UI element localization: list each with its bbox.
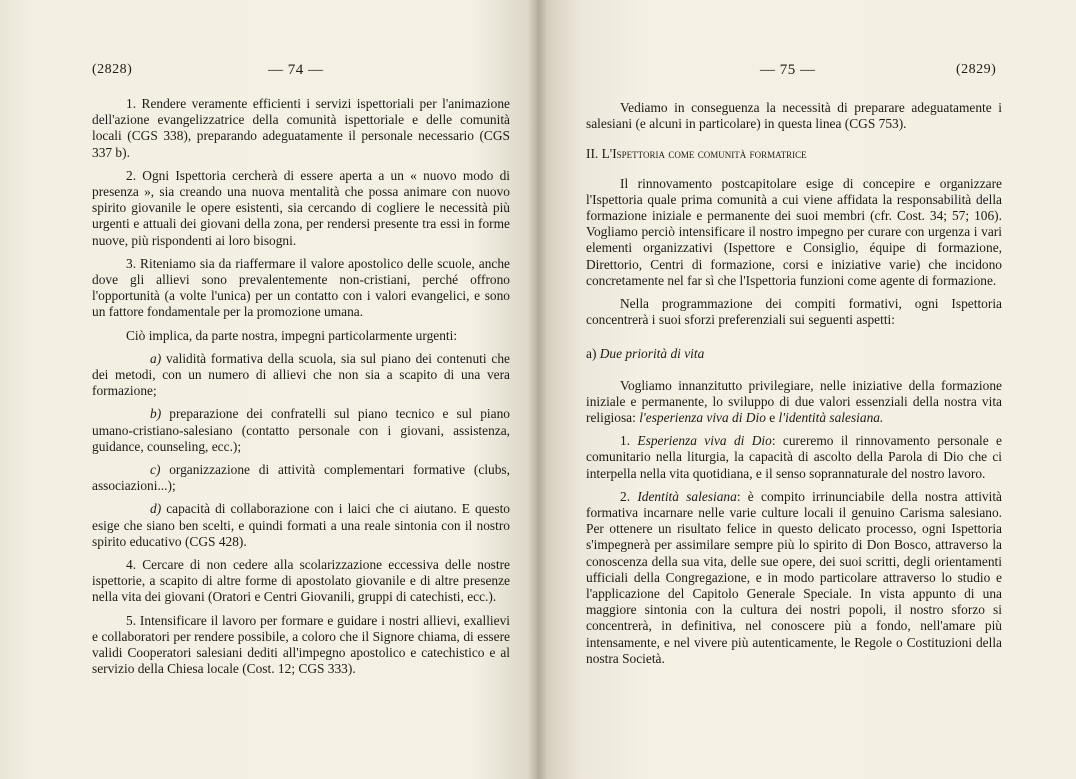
list-item bbox=[92, 501, 510, 550]
paragraph-text: : cureremo il rinnovamento personale e comunitario nella liturgia, la capacità di ascolto della Parola di Dio che ci interpella nella vita quotidiana, e il senso soprannaturale del nostro lavoro. bbox=[586, 433, 1002, 481]
left-page-body bbox=[92, 96, 510, 685]
list-letter: d) bbox=[150, 501, 162, 517]
paragraph: Il rinnovamento postcapitolare esige di concepire e organizzare l'Ispettoria quale prima comunità a cui viene affidata la responsabilità della formazione iniziale e permanente dei suoi membri (cfr. Cost. 34; 57; 106). Vogliamo perciò intensificare il nostro impegno per curare con urgenza i vari elementi organizzativi (Ispettore e Consiglio, équipe di formazione, Direttorio, Centri di formazione, corsi e iniziative varie) che incidono concretamente nel far sì che l'Ispettoria funzioni come agente di formazione. bbox=[586, 175, 1002, 288]
list-item bbox=[92, 462, 510, 494]
item-number: 2. bbox=[620, 488, 638, 504]
left-page-number: — 74 — bbox=[268, 62, 324, 78]
emphasis: Esperienza viva di Dio bbox=[637, 433, 772, 449]
subsection-heading bbox=[586, 346, 1002, 362]
emphasis: l'identità salesiana. bbox=[778, 410, 884, 426]
paragraph: 3. Riteniamo sia da riaffermare il valore apostolico delle scuole, anche dove gli allievi sono prevalentemente non-cristiani, perché offrono l'opportunità (a volte l'unica) per un contatto con i valori evangelici, e sono un fattore fondamentale per la promozione umana. bbox=[92, 255, 510, 320]
right-page-body bbox=[586, 100, 1002, 674]
paragraph: 2. Ogni Ispettoria cercherà di essere aperta a un « nuovo modo di presenza », sia creando una nuova mentalità che possa animare con nuovo spirito giovanile le opere esistenti, sia cercando di cogliere le necessità più urgenti e attuali dei giovani della zona, per rendersi presente tra essi in forme nuove, più rispondenti ai loro bisogni. bbox=[92, 167, 510, 248]
section-title: L'Ispettoria come comunità formatrice bbox=[601, 146, 807, 162]
list-letter: a) bbox=[150, 350, 162, 366]
paragraph bbox=[586, 489, 1002, 667]
list-text: validità formativa della scuola, sia sul piano dei contenuti che dei metodi, con un numero di allievi che non sia a scapito di una vera formazione; bbox=[92, 350, 510, 399]
list-item bbox=[92, 351, 510, 400]
paragraph: Ciò implica, da parte nostra, impegni particolarmente urgenti: bbox=[126, 327, 458, 343]
section-number: II. bbox=[586, 146, 602, 162]
emphasis: Identità salesiana bbox=[637, 488, 737, 504]
right-page-number: — 75 — bbox=[760, 62, 816, 78]
paragraph: 1. Rendere veramente efficienti i servizi ispettoriali per l'animazione dell'azione evangelizzatrice della comunità ispettoriale e delle comunità locali (CGS 338), preparando adeguatamente il personale necessario (CGS 337 b). bbox=[92, 96, 510, 160]
paragraph: 5. Intensificare il lavoro per formare e guidare i nostri allievi, exallievi e collaboratori per rendere possibile, a coloro che il Signore chiama, di essere validi Cooperatori salesiani dediti all'impegno apostolico e catechistico e al servizio della Chiesa locale (Cost. 12; CGS 333). bbox=[92, 612, 510, 677]
paragraph: 4. Cercare di non cedere alla scolarizzazione eccessiva delle nostre ispettorie, a scapito di altre forme di apostolato giovanile e di altre presenze nella vita dei giovani (Oratori e Centri Giovanili, gruppi di catechisti, ecc.). bbox=[92, 557, 510, 605]
paragraph: Nella programmazione dei compiti formativi, ogni Ispettoria concentrerà i suoi sforzi preferenziali sui seguenti aspetti: bbox=[586, 296, 1002, 328]
right-page bbox=[538, 0, 1076, 779]
subsection-letter: a) bbox=[586, 346, 600, 362]
list-text: organizzazione di attività complementari formative (clubs, associazioni...); bbox=[92, 462, 510, 494]
emphasis: l'esperienza viva di Dio bbox=[639, 410, 766, 426]
paragraph bbox=[586, 433, 1002, 482]
section-heading bbox=[586, 146, 1002, 162]
paragraph-text: Vogliamo innanzitutto privilegiare, nelle iniziative della formazione iniziale e permanente, lo sviluppo di due valori essenziali della nostra vita religiosa: bbox=[586, 377, 1002, 426]
conjunction: e bbox=[765, 410, 779, 426]
paragraph-text: : è compito irrinunciabile della nostra attività formativa incarnare nelle varie culture locali il genuino Carisma salesiano. Per ottenere un risultato felice in questo delicato processo, ogni Ispettoria s'impegnerà per assimilare sempre più lo spirito di Don Bosco, attraverso la conoscenza della sua vita, delle sue opere, dei suoi scritti, degli orientamenti ufficiali della Congregazione, e in modo particolare attraverso lo studio e l'applicazione del Capitolo Generale Speciale. In vista appunto di una maggiore sintonia con la cultura dei nostri popoli, il nostro sforzo si concentrerà, in definitiva, nel conoscere più a fondo, nell'amare più intensamente, e nel vivere più autenticamente, le Regole o Costituzioni della nostra Società. bbox=[586, 488, 1002, 666]
list-letter: c) bbox=[150, 462, 161, 478]
right-page-code: (2829) bbox=[956, 62, 997, 77]
paragraph: Vediamo in conseguenza la necessità di preparare adeguatamente i salesiani (e alcuni in particolare) in questa linea (CGS 753). bbox=[586, 100, 1002, 132]
list-item bbox=[92, 406, 510, 455]
list-text: capacità di collaborazione con i laici che ci aiutano. E questo esige che siano ben scelti, e quindi formati a una reale sintonia con il nostro spirito educativo (CGS 428). bbox=[92, 501, 510, 549]
item-number: 1. bbox=[620, 433, 638, 449]
subsection-title: Due priorità di vita bbox=[599, 346, 705, 362]
left-page-code: (2828) bbox=[92, 62, 133, 77]
list-text: preparazione dei confratelli sul piano tecnico e sul piano umano-cristiano-salesiano (contatto personale con i giovani, assistenza, guidance, counseling, ecc.); bbox=[92, 406, 510, 454]
paragraph bbox=[586, 378, 1002, 427]
list-letter: b) bbox=[150, 406, 162, 422]
